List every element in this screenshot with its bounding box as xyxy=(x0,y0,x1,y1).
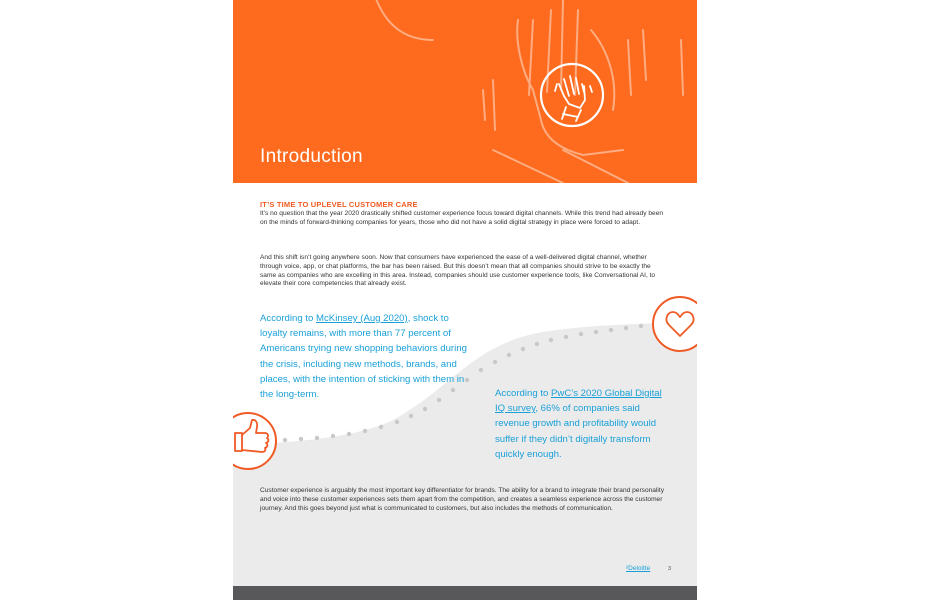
waving-hand-icon xyxy=(541,64,603,126)
paragraph-2: And this shift isn’t going anywhere soon. Now that consumers have experienced the ease of a well-delivered digital channel, whether through voice, app, or chat platforms, the bar has been raised. But this doesn’t mean that all companies should strive to be exactly the same as companies who are excelling in this area. Instead, companies should use customer experience tools, like Conversational AI, to elevate their core competencies that already exist. xyxy=(260,254,656,288)
page-title: Introduction xyxy=(260,146,363,167)
deloitte-footnote-link[interactable]: ²Deloitte xyxy=(626,565,651,572)
paragraph-1: It’s no question that the year 2020 drastically shifted customer experience focus toward digital channels. While this trend had already been on the minds of forward-thinking companies for years, those who did not have a solid digital strategy in place were forced to adapt. xyxy=(260,210,664,226)
document-page xyxy=(233,0,697,600)
quote-2-text: , 66% of companies said revenue growth and profitability would suffer if they didn’t digitally transform quickly enough. xyxy=(495,403,657,460)
paragraph-3: Customer experience is arguably the most important key differentiator for brands. The ability for a brand to integrate their brand personality and voice into these customer experiences sets them apart from the competition, and creates a seamless experience across the customer journey. And this goes beyond just what is communicated to customers, but also includes the methods of communication. xyxy=(260,487,665,512)
footer-bar xyxy=(233,586,697,600)
quote-1-text: , shock to loyalty remains, with more than 77 percent of Americans trying new shopping behaviors during the crisis, including new methods, brands, and places, with the intention of sticking with them in the long-term. xyxy=(260,313,467,401)
mckinsey-link[interactable]: McKinsey (Aug 2020) xyxy=(316,313,408,324)
heart-icon xyxy=(653,297,697,351)
hero-banner xyxy=(233,0,697,183)
pwc-survey-link[interactable]: PwC’s 2020 Global Digital IQ survey xyxy=(495,388,662,415)
page-number: 3 xyxy=(668,566,672,572)
quote-1-prefix: According to xyxy=(260,313,316,324)
pwc-quote xyxy=(495,386,671,462)
mckinsey-quote xyxy=(260,311,472,402)
section-headline: IT’S TIME TO UPLEVEL CUSTOMER CARE xyxy=(260,200,418,209)
quote-2-prefix: According to xyxy=(495,388,551,399)
